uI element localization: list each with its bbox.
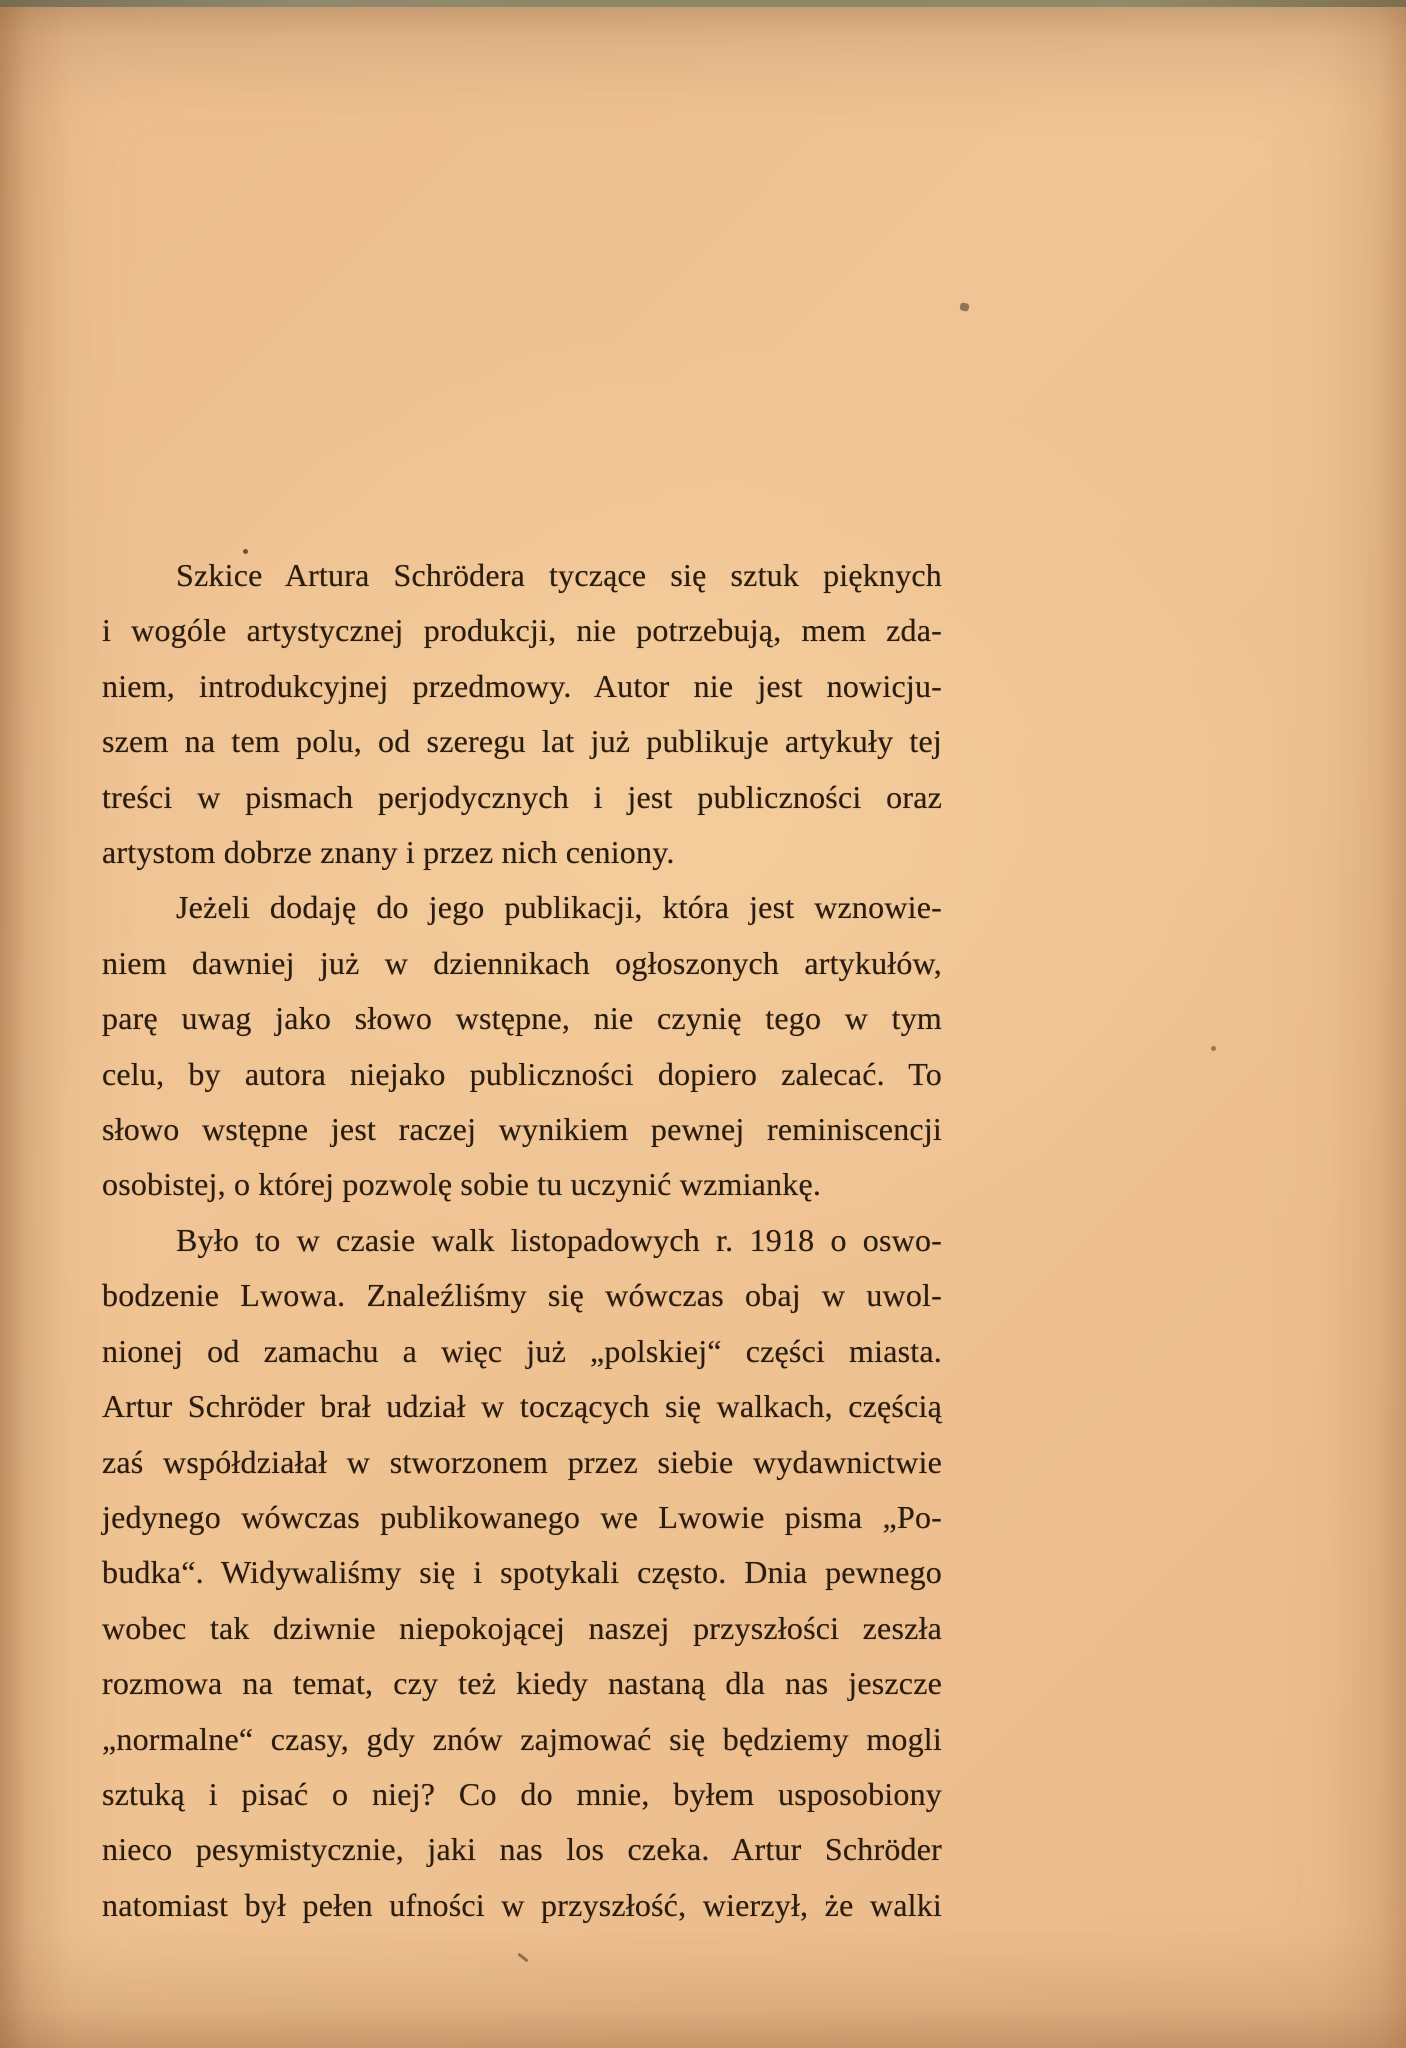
text-line: nieco pesymistycznie, jaki nas los czeka. Artur Schröder xyxy=(102,1831,942,1868)
text-line: Szkice Artura Schrödera tyczące się sztuk pięknych xyxy=(176,557,942,593)
text-line: Jeżeli dodaję do jego publikacji, która jest wznowie- xyxy=(176,889,942,926)
text-line: artystom dobrze znany i przez nich ceniony. xyxy=(102,834,675,871)
text-line: celu, by autora niejako publiczności dopiero zalecać. To xyxy=(102,1055,942,1092)
text-line: Było to w czasie walk listopadowych r. 1918 o oswo- xyxy=(176,1221,942,1258)
text-line: osobistej, o której pozwolę sobie tu uczynić wzmiankę. xyxy=(102,1166,822,1203)
text-line: nionej od zamachu a więc już „polskiej“ części miasta. xyxy=(102,1332,942,1369)
text-line: słowo wstępne jest raczej wynikiem pewnej reminiscencji xyxy=(102,1111,942,1148)
ink-speck xyxy=(959,302,969,312)
text-line: i wogóle artystycznej produkcji, nie potrzebują, mem zda- xyxy=(102,612,942,649)
text-line: parę uwag jako słowo wstępne, nie czynię tego w tym xyxy=(102,1000,942,1037)
page-text-block xyxy=(102,548,942,1933)
scan-top-edge xyxy=(0,0,1406,7)
text-line: natomiast był pełen ufności w przyszłość, wierzył, że walki xyxy=(102,1886,942,1923)
text-line: „normalne“ czasy, gdy znów zajmować się będziemy mogli xyxy=(102,1720,942,1757)
text-line: wobec tak dziwnie niepokojącej naszej przyszłości zeszła xyxy=(102,1609,942,1646)
text-line: bodzenie Lwowa. Znaleźliśmy się wówczas obaj w uwol- xyxy=(102,1277,942,1314)
text-line: jedynego wówczas publikowanego we Lwowie pisma „Po- xyxy=(102,1498,942,1535)
text-line: Artur Schröder brał udział w toczących się walkach, częścią xyxy=(102,1388,942,1425)
ink-speck xyxy=(517,1953,528,1963)
ink-speck xyxy=(1211,1046,1216,1051)
text-line: niem, introdukcyjnej przedmowy. Autor nie jest nowicju- xyxy=(102,667,942,704)
text-line: szem na tem polu, od szeregu lat już publikuje artykuły tej xyxy=(102,723,942,760)
text-line: budka“. Widywaliśmy się i spotykali często. Dnia pewnego xyxy=(102,1554,942,1591)
text-line: zaś współdziałał w stworzonem przez siebie wydawnictwie xyxy=(102,1443,942,1480)
paragraph xyxy=(102,880,942,1212)
paragraph xyxy=(102,548,942,880)
text-line: rozmowa na temat, czy też kiedy nastaną dla nas jeszcze xyxy=(102,1665,942,1702)
paragraph xyxy=(102,1213,942,1933)
text-line: sztuką i pisać o niej? Co do mnie, byłem usposobiony xyxy=(102,1775,942,1812)
text-line: niem dawniej już w dziennikach ogłoszonych artykułów, xyxy=(102,944,942,981)
text-line: treści w pismach perjodycznych i jest publiczności oraz xyxy=(102,778,942,815)
